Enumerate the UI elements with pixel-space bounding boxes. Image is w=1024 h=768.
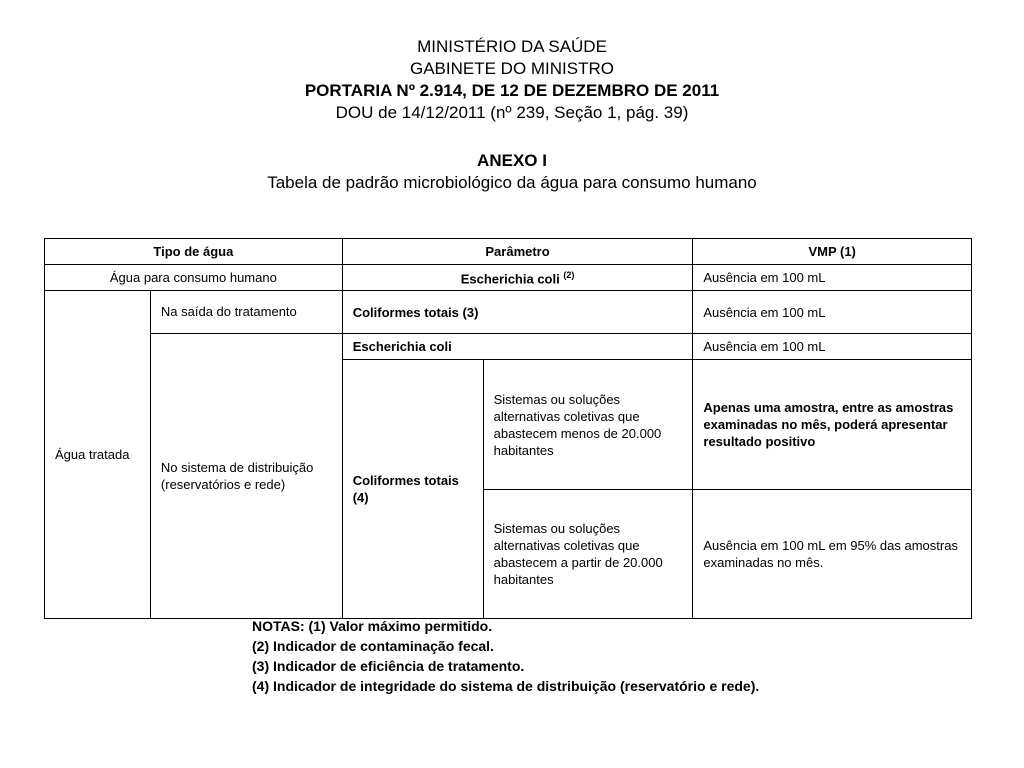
table-row [45, 334, 972, 360]
ministry-title: MINISTÉRIO DA SAÚDE [417, 37, 607, 56]
param-ecoli-text: Escherichia coli [460, 271, 560, 287]
cell-vmp-ecoli-sistema: Ausência em 100 mL [693, 334, 972, 360]
cell-param-coliformes-4: Coliformes totais (4) [342, 360, 483, 619]
document-header [0, 36, 1024, 124]
note-4: (4) Indicador de integridade do sistema de distribuição (reservatório e rede). [252, 678, 760, 694]
cell-sistema-distribuicao: No sistema de distribuição (reservatórios e rede) [150, 334, 342, 619]
cell-vmp-menos: Apenas uma amostra, entre as amostras examinadas no mês, poderá apresentar resultado positivo [693, 360, 972, 490]
ordinance-title: PORTARIA Nº 2.914, DE 12 DE DEZEMBRO DE 2011 [304, 81, 720, 100]
microbiological-standard-table [44, 238, 972, 619]
annex-header [0, 150, 1024, 194]
cell-agua-consumo: Água para consumo humano [45, 265, 343, 291]
table-header-row [45, 239, 972, 265]
notes-block [252, 616, 759, 696]
annex-title: ANEXO I [477, 151, 547, 170]
publication-reference: DOU de 14/12/2011 (nº 239, Seção 1, pág. 39) [335, 103, 689, 122]
cabinet-title: GABINETE DO MINISTRO [409, 59, 615, 78]
note-2: (2) Indicador de contaminação fecal. [252, 638, 494, 654]
cell-param-ecoli-sistema: Escherichia coli [342, 334, 693, 360]
cell-sistemas-menos: Sistemas ou soluções alternativas coletivas que abastecem menos de 20.000 habitantes [483, 360, 693, 490]
note-1: NOTAS: (1) Valor máximo permitido. [252, 618, 493, 634]
note-ref-2: (2) [563, 270, 575, 281]
header-cell-vmp: VMP (1) [693, 239, 972, 265]
table-row [45, 291, 972, 334]
cell-sistemas-partir: Sistemas ou soluções alternativas coletivas que abastecem a partir de 20.000 habitantes [483, 490, 693, 619]
header-cell-tipo: Tipo de água [45, 239, 343, 265]
cell-vmp-saida: Ausência em 100 mL [693, 291, 972, 334]
cell-param-ecoli [342, 265, 693, 291]
cell-vmp-partir: Ausência em 100 mL em 95% das amostras examinadas no mês. [693, 490, 972, 619]
cell-param-coliformes-3: Coliformes totais (3) [342, 291, 693, 334]
cell-agua-tratada: Água tratada [45, 291, 151, 619]
cell-vmp-ecoli: Ausência em 100 mL [693, 265, 972, 291]
cell-saida-tratamento: Na saída do tratamento [150, 291, 342, 334]
table-row [45, 265, 972, 291]
annex-subtitle: Tabela de padrão microbiológico da água para consumo humano [267, 173, 757, 192]
header-cell-parametro: Parâmetro [342, 239, 693, 265]
note-3: (3) Indicador de eficiência de tratamento. [252, 658, 525, 674]
